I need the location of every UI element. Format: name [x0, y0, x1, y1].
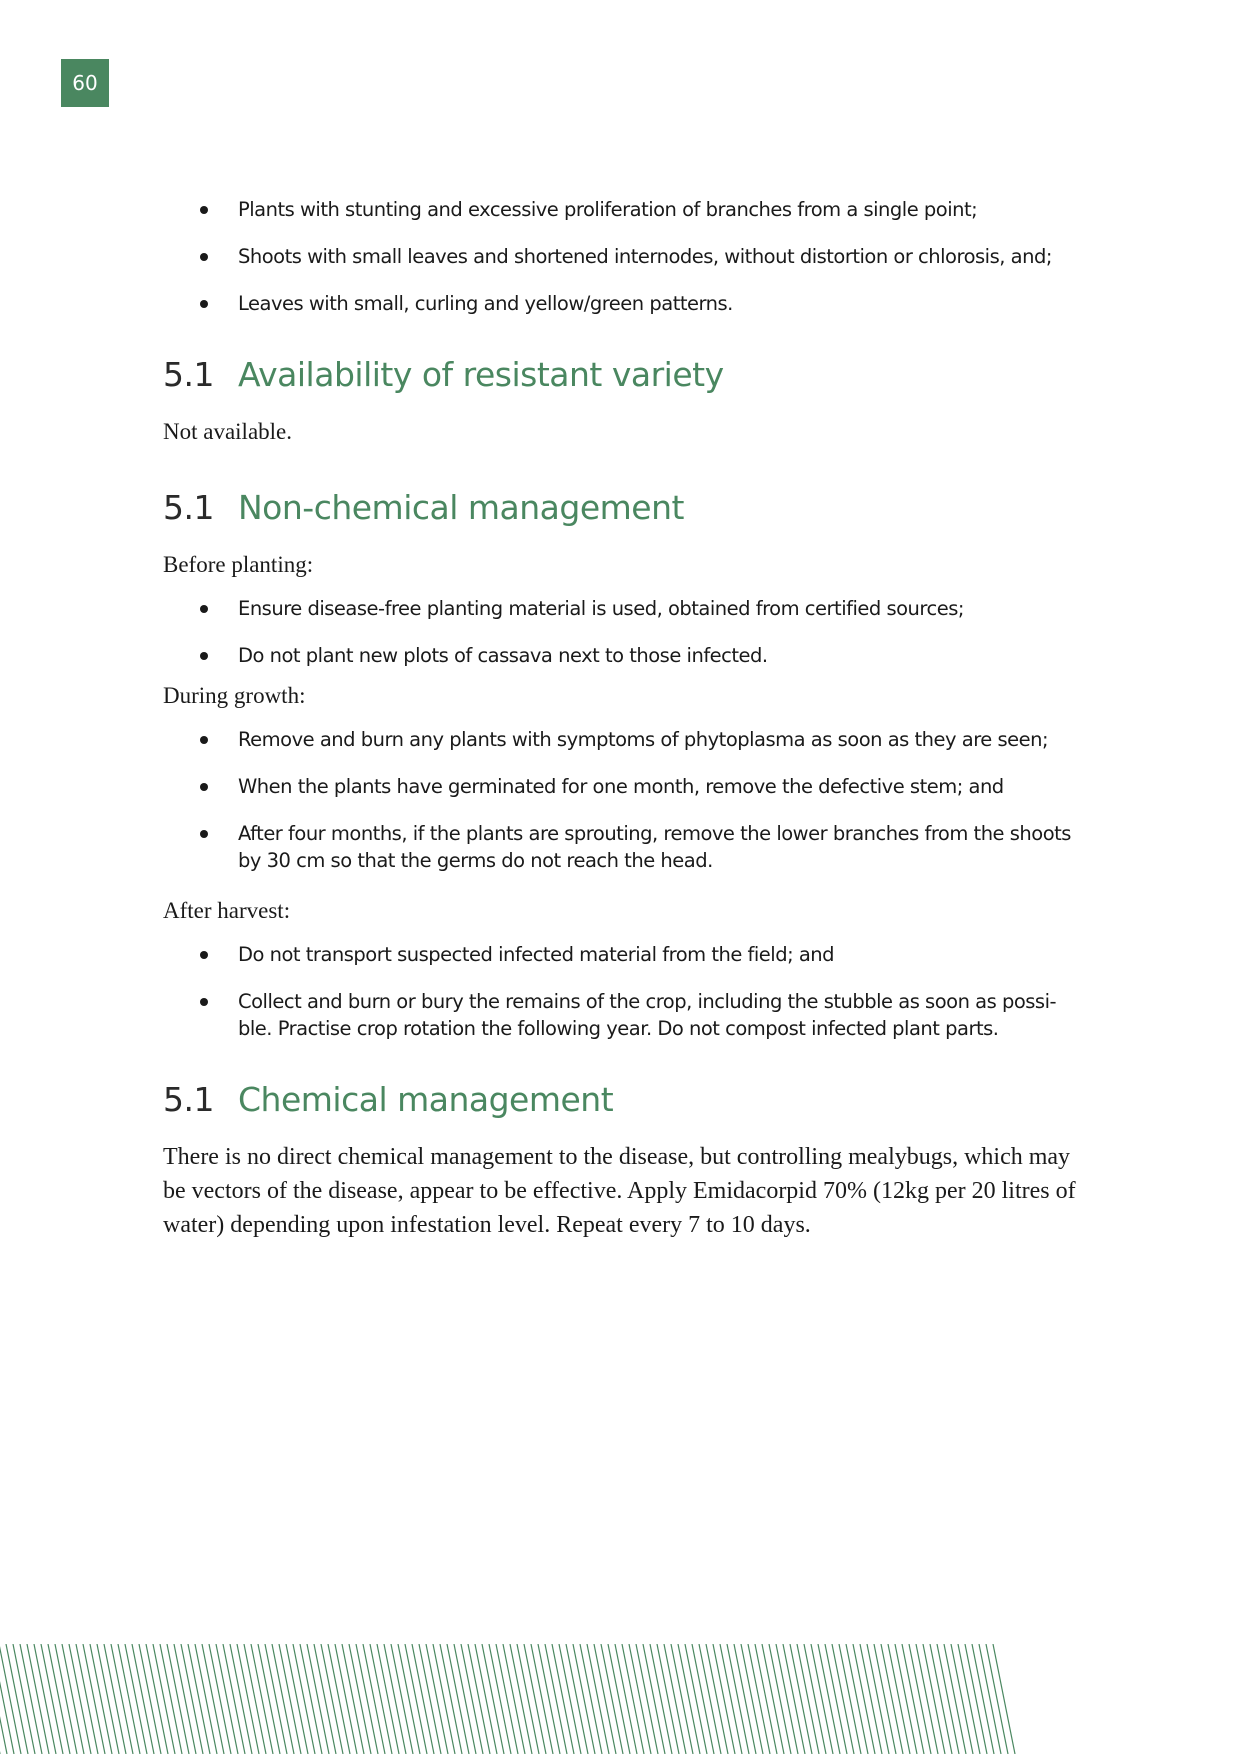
stripe-line — [769, 1644, 791, 1754]
stripe-line — [881, 1644, 903, 1754]
stripe-line — [370, 1644, 392, 1754]
stripe-line — [433, 1644, 455, 1754]
stripe-line — [790, 1644, 812, 1754]
stripe-line — [482, 1644, 504, 1754]
stripe-line — [125, 1644, 147, 1754]
stripe-line — [937, 1644, 959, 1754]
stripe-line — [475, 1644, 497, 1754]
stripe-line — [965, 1644, 987, 1754]
stripe-line — [195, 1644, 217, 1754]
stripe-line — [762, 1644, 784, 1754]
page-number-badge: 60 — [61, 59, 109, 107]
list-item — [163, 941, 1083, 968]
stripe-line — [97, 1644, 119, 1754]
stripe-line — [685, 1644, 707, 1754]
stripe-line — [552, 1644, 574, 1754]
bullet-icon — [200, 300, 208, 308]
list-item — [163, 726, 1083, 753]
stripe-line — [804, 1644, 826, 1754]
during-growth-list — [163, 726, 1083, 874]
stripe-line — [909, 1644, 931, 1754]
stripe-line — [209, 1644, 231, 1754]
section-heading-non-chemical — [163, 488, 1083, 528]
section-number: 5.1 — [163, 1080, 214, 1119]
symptom-list — [163, 196, 1083, 317]
stripe-line — [748, 1644, 770, 1754]
stripe-line — [860, 1644, 882, 1754]
bullet-icon — [200, 736, 208, 744]
stripe-line — [951, 1644, 973, 1754]
list-item — [163, 243, 1083, 270]
stripe-line — [335, 1644, 357, 1754]
stripe-line — [300, 1644, 322, 1754]
stripe-line — [426, 1644, 448, 1754]
stripe-line — [356, 1644, 378, 1754]
availability-text: Not available. — [163, 419, 293, 444]
after-harvest-list — [163, 941, 1083, 1042]
section-title: Non-chemical management — [238, 488, 684, 527]
stripe-line — [720, 1644, 742, 1754]
stripe-line — [587, 1644, 609, 1754]
stripe-line — [286, 1644, 308, 1754]
stripe-line — [48, 1644, 70, 1754]
stripe-line — [27, 1644, 49, 1754]
bullet-icon — [200, 830, 208, 838]
list-item-text: Plants with stunting and excessive proliferation of branches from a single point; — [238, 198, 978, 221]
stripe-line — [678, 1644, 700, 1754]
list-item-text: Remove and burn any plants with symptoms of phytoplasma as soon as they are seen; — [238, 728, 1049, 751]
stripe-line — [979, 1644, 1001, 1754]
stripe-line — [524, 1644, 546, 1754]
stripe-line — [251, 1644, 273, 1754]
stripe-line — [671, 1644, 693, 1754]
stripe-line — [454, 1644, 476, 1754]
stripe-line — [510, 1644, 532, 1754]
section-heading-chemical — [163, 1080, 1083, 1120]
stripe-line — [55, 1644, 77, 1754]
stripe-line — [307, 1644, 329, 1754]
stripe-line — [986, 1644, 1008, 1754]
list-item-text: Shoots with small leaves and shortened internodes, without distortion or chlorosis, and; — [238, 245, 1052, 268]
stripe-line — [853, 1644, 875, 1754]
stripe-line — [622, 1644, 644, 1754]
stripe-line — [20, 1644, 42, 1754]
stripe-line — [636, 1644, 658, 1754]
stripe-line — [146, 1644, 168, 1754]
stripe-line — [496, 1644, 518, 1754]
stripe-line — [83, 1644, 105, 1754]
stripe-line — [811, 1644, 833, 1754]
stripe-line — [223, 1644, 245, 1754]
stripe-line — [181, 1644, 203, 1754]
stripe-line — [657, 1644, 679, 1754]
stripe-line — [601, 1644, 623, 1754]
stripe-line — [846, 1644, 868, 1754]
stripe-line — [755, 1644, 777, 1754]
stripe-line — [727, 1644, 749, 1754]
stripe-line — [783, 1644, 805, 1754]
stripe-line — [349, 1644, 371, 1754]
bullet-icon — [200, 783, 208, 791]
stripe-line — [566, 1644, 588, 1754]
stripe-line — [104, 1644, 126, 1754]
stripe-line — [419, 1644, 441, 1754]
stripe-line — [573, 1644, 595, 1754]
stripe-line — [384, 1644, 406, 1754]
list-item-text: Do not transport suspected infected material from the field; and — [238, 943, 835, 966]
stripe-line — [76, 1644, 98, 1754]
page-content — [163, 196, 1083, 1242]
stripe-line — [503, 1644, 525, 1754]
stripe-line — [461, 1644, 483, 1754]
stripe-line — [321, 1644, 343, 1754]
stripe-line — [111, 1644, 133, 1754]
stripe-line — [174, 1644, 196, 1754]
stripe-line — [559, 1644, 581, 1754]
stripe-line — [230, 1644, 252, 1754]
stripe-line — [468, 1644, 490, 1754]
during-growth-label: During growth: — [163, 683, 306, 708]
stripe-line — [391, 1644, 413, 1754]
stripe-line — [188, 1644, 210, 1754]
stripe-line — [531, 1644, 553, 1754]
stripe-line — [776, 1644, 798, 1754]
stripe-line — [328, 1644, 350, 1754]
stripe-line — [412, 1644, 434, 1754]
bullet-icon — [200, 652, 208, 660]
stripe-line — [818, 1644, 840, 1754]
stripe-line — [580, 1644, 602, 1754]
stripe-line — [160, 1644, 182, 1754]
stripe-line — [265, 1644, 287, 1754]
list-item-text: Collect and burn or bury the remains of the crop, including the stubble as soon as possi-ble. Practise crop rotation the following year. Do not compost infected plant parts. — [238, 990, 1057, 1040]
section-number: 5.1 — [163, 355, 214, 394]
list-item — [163, 595, 1083, 622]
stripe-line — [272, 1644, 294, 1754]
list-item-text: Ensure disease-free planting material is used, obtained from certified sources; — [238, 597, 964, 620]
after-harvest-label: After harvest: — [163, 898, 291, 923]
stripe-line — [538, 1644, 560, 1754]
stripe-line — [916, 1644, 938, 1754]
bullet-icon — [200, 605, 208, 613]
stripe-line — [594, 1644, 616, 1754]
stripe-line — [167, 1644, 189, 1754]
stripe-line — [699, 1644, 721, 1754]
chemical-management-text: There is no direct chemical management to the disease, but controlling mealybugs, which may be vectors of the disease, appear to be effective. Apply Emidacorpid 70% (12kg per 20 litres of water) depending upon infestation level. Repeat every 7 to 10 days. — [163, 1144, 1076, 1238]
bullet-icon — [200, 998, 208, 1006]
list-item — [163, 773, 1083, 800]
stripe-line — [839, 1644, 861, 1754]
stripe-line — [930, 1644, 952, 1754]
stripe-line — [692, 1644, 714, 1754]
stripe-line — [664, 1644, 686, 1754]
stripe-line — [258, 1644, 280, 1754]
stripe-line — [489, 1644, 511, 1754]
stripe-line — [398, 1644, 420, 1754]
stripe-line — [363, 1644, 385, 1754]
section-title: Chemical management — [238, 1080, 614, 1119]
stripe-line — [293, 1644, 315, 1754]
stripe-line — [615, 1644, 637, 1754]
stripe-line — [706, 1644, 728, 1754]
stripe-line — [629, 1644, 651, 1754]
bullet-icon — [200, 206, 208, 214]
section-number: 5.1 — [163, 488, 214, 527]
stripe-line — [958, 1644, 980, 1754]
stripe-line — [902, 1644, 924, 1754]
stripe-line — [69, 1644, 91, 1754]
stripe-line — [216, 1644, 238, 1754]
stripe-line — [713, 1644, 735, 1754]
stripe-line — [650, 1644, 672, 1754]
stripe-line — [447, 1644, 469, 1754]
before-planting-label: Before planting: — [163, 552, 314, 577]
stripe-line — [741, 1644, 763, 1754]
stripe-line — [34, 1644, 56, 1754]
stripe-line — [153, 1644, 175, 1754]
decorative-stripe-pattern — [0, 1644, 1241, 1754]
list-item — [163, 988, 1083, 1042]
stripe-line — [545, 1644, 567, 1754]
list-item-text: After four months, if the plants are sprouting, remove the lower branches from the shoots by 30 cm so that the germs do not reach the head. — [238, 822, 1071, 872]
section-title: Availability of resistant variety — [238, 355, 724, 394]
list-item-text: Do not plant new plots of cassava next to those infected. — [238, 644, 768, 667]
list-item — [163, 820, 1083, 874]
section-heading-availability — [163, 355, 1083, 395]
stripe-line — [139, 1644, 161, 1754]
stripe-line — [237, 1644, 259, 1754]
stripe-line — [867, 1644, 889, 1754]
stripe-line — [202, 1644, 224, 1754]
stripe-line — [279, 1644, 301, 1754]
stripe-line — [888, 1644, 910, 1754]
list-item — [163, 642, 1083, 669]
stripe-line — [797, 1644, 819, 1754]
stripe-line — [993, 1644, 1015, 1754]
stripe-line — [825, 1644, 847, 1754]
stripe-line — [62, 1644, 84, 1754]
list-item-text: When the plants have germinated for one month, remove the defective stem; and — [238, 775, 1004, 798]
stripe-line — [244, 1644, 266, 1754]
stripe-line — [517, 1644, 539, 1754]
stripe-line — [734, 1644, 756, 1754]
stripe-line — [832, 1644, 854, 1754]
stripe-line — [608, 1644, 630, 1754]
stripe-line — [132, 1644, 154, 1754]
list-item — [163, 196, 1083, 223]
stripe-line — [118, 1644, 140, 1754]
before-planting-list — [163, 595, 1083, 669]
list-item-text: Leaves with small, curling and yellow/green patterns. — [238, 292, 733, 315]
stripe-line — [923, 1644, 945, 1754]
stripe-line — [342, 1644, 364, 1754]
list-item — [163, 290, 1083, 317]
stripe-line — [895, 1644, 917, 1754]
stripe-line — [972, 1644, 994, 1754]
stripe-line — [314, 1644, 336, 1754]
stripe-line — [874, 1644, 896, 1754]
stripe-line — [6, 1644, 28, 1754]
stripe-line — [13, 1644, 35, 1754]
stripe-line — [405, 1644, 427, 1754]
stripe-line — [377, 1644, 399, 1754]
stripe-line — [440, 1644, 462, 1754]
stripe-line — [90, 1644, 112, 1754]
bullet-icon — [200, 951, 208, 959]
stripe-line — [41, 1644, 63, 1754]
stripe-line — [643, 1644, 665, 1754]
bullet-icon — [200, 253, 208, 261]
stripe-line — [944, 1644, 966, 1754]
